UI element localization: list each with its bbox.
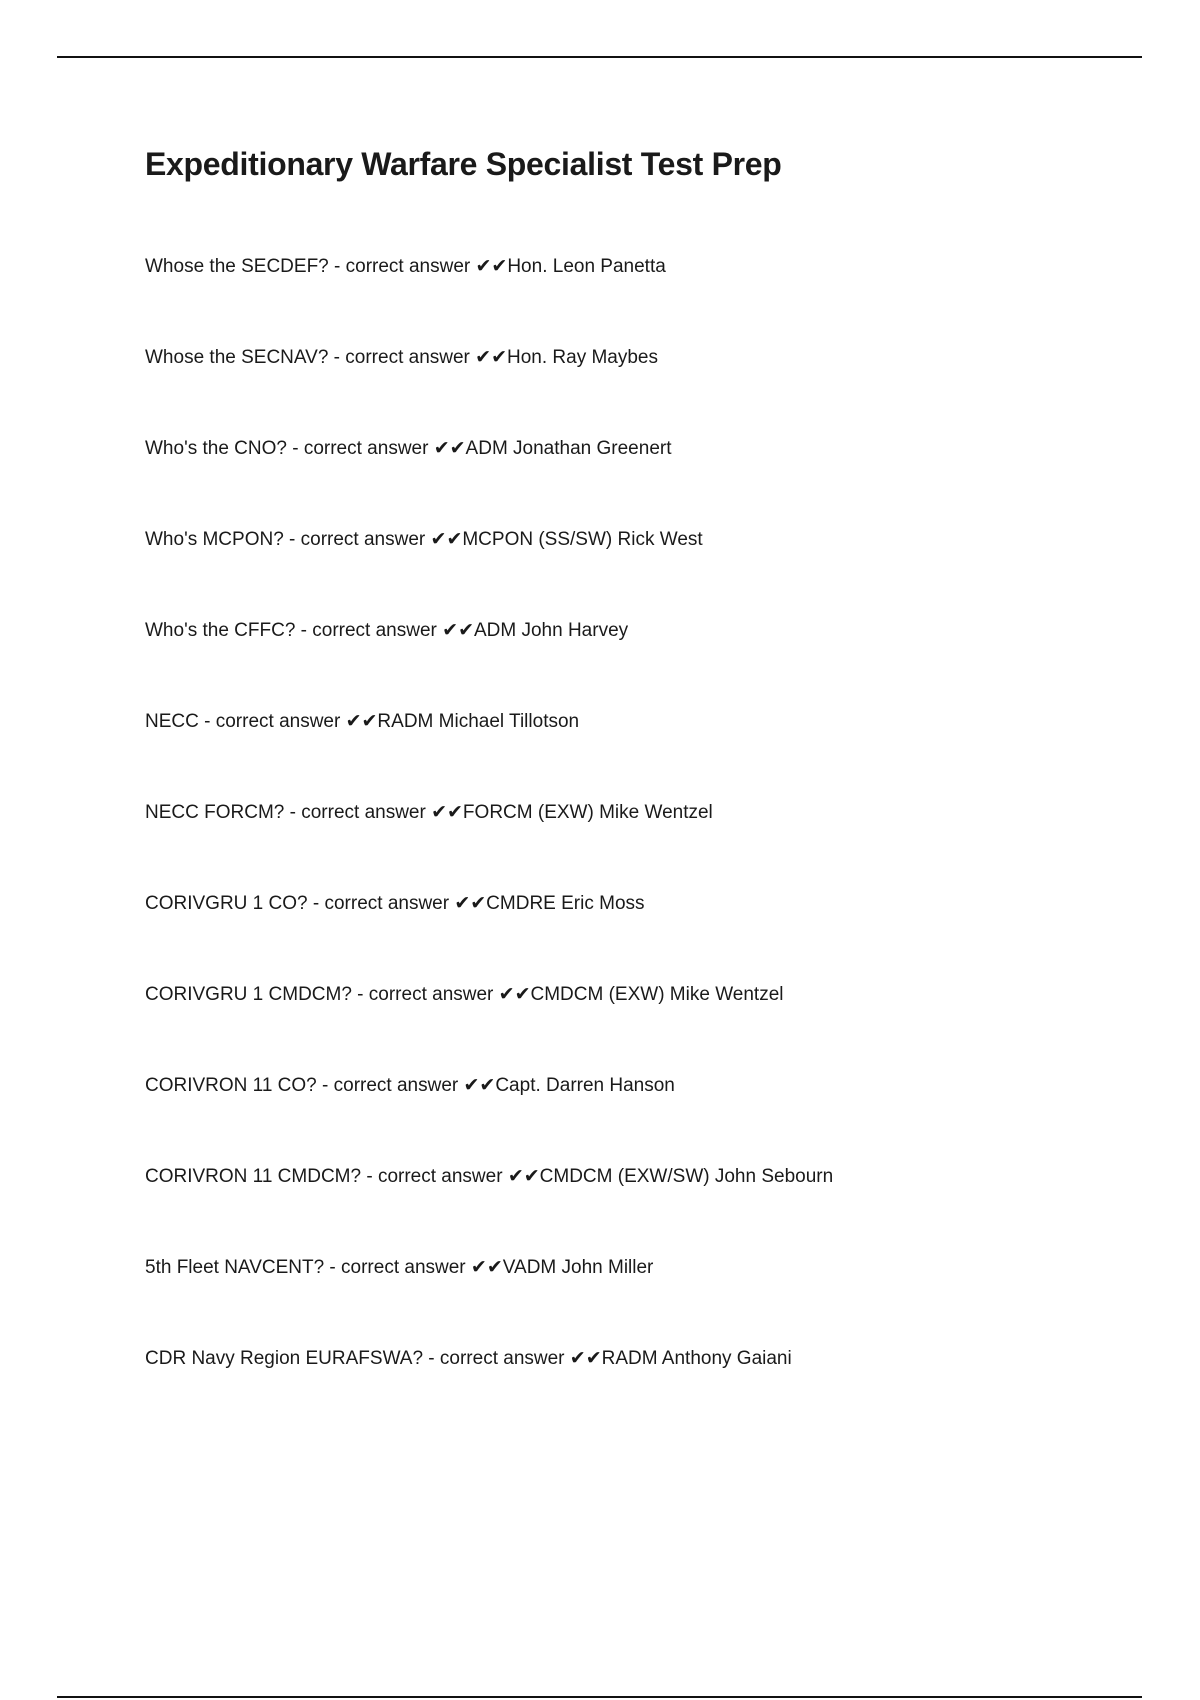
top-rule xyxy=(57,56,1142,58)
qa-item: CORIVGRU 1 CO? - correct answer ✔✔CMDRE Eric Moss xyxy=(145,893,645,914)
qa-item: CORIVRON 11 CMDCM? - correct answer ✔✔CMDCM (EXW/SW) John Sebourn xyxy=(145,1166,834,1187)
qa-item: Who's MCPON? - correct answer ✔✔MCPON (SS/SW) Rick West xyxy=(145,529,703,550)
qa-item: Whose the SECDEF? - correct answer ✔✔Hon. Leon Panetta xyxy=(145,256,666,277)
qa-item: CORIVRON 11 CO? - correct answer ✔✔Capt. Darren Hanson xyxy=(145,1075,675,1096)
qa-item: 5th Fleet NAVCENT? - correct answer ✔✔VADM John Miller xyxy=(145,1257,654,1278)
qa-item: NECC FORCM? - correct answer ✔✔FORCM (EXW) Mike Wentzel xyxy=(145,802,713,823)
bottom-rule xyxy=(57,1696,1142,1698)
qa-item: CORIVGRU 1 CMDCM? - correct answer ✔✔CMDCM (EXW) Mike Wentzel xyxy=(145,984,784,1005)
page-title: Expeditionary Warfare Specialist Test Prep xyxy=(145,146,782,182)
qa-item: CDR Navy Region EURAFSWA? - correct answer ✔✔RADM Anthony Gaiani xyxy=(145,1348,792,1369)
qa-item: Whose the SECNAV? - correct answer ✔✔Hon. Ray Maybes xyxy=(145,347,658,368)
qa-item: Who's the CNO? - correct answer ✔✔ADM Jonathan Greenert xyxy=(145,438,672,459)
qa-item: Who's the CFFC? - correct answer ✔✔ADM John Harvey xyxy=(145,620,629,641)
qa-item: NECC - correct answer ✔✔RADM Michael Tillotson xyxy=(145,711,580,732)
